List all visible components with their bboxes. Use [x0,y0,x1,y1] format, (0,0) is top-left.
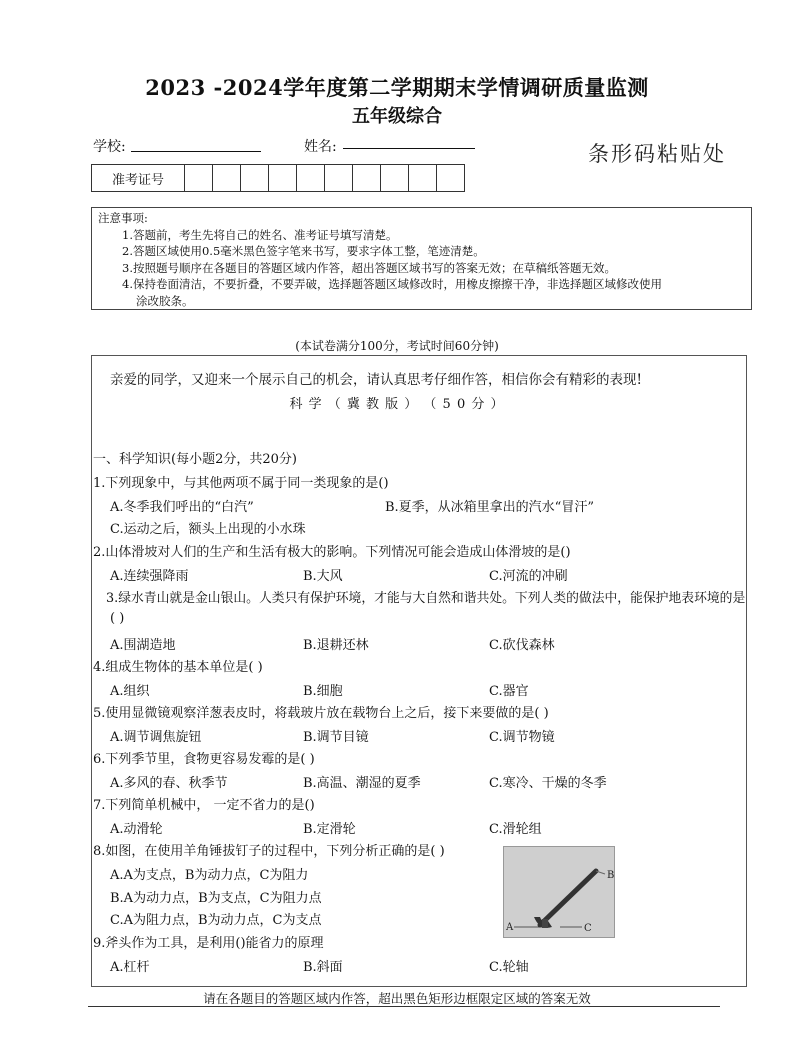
option-c[interactable]: C.器官 [489,684,529,699]
option-c[interactable]: C.寒冷、干燥的冬季 [489,776,607,791]
footer-rule [88,1006,720,1007]
school-field[interactable] [131,150,261,152]
option-b[interactable]: B.退耕还林 [303,638,369,653]
question-stem: 9.斧头作为工具，是利用()能省力的原理 [93,936,324,951]
question-stem: 1.下列现象中，与其他两项不属于同一类现象的是() [93,476,389,491]
option-a[interactable]: A.围湖造地 [110,638,176,653]
option-a[interactable]: A.冬季我们呼出的“白汽” [110,500,254,515]
exam-id-cell[interactable] [269,165,297,192]
option-a[interactable]: A.连续强降雨 [110,569,189,584]
notice-item: 2.答题区域使用0.5毫米黑色签字笔来书写，要求字体工整，笔迹清楚。 [122,244,485,258]
footer-note: 请在各题目的答题区域内作答，超出黑色矩形边框限定区域的答案无效 [203,991,591,1006]
exam-id-cell[interactable] [381,165,409,192]
figure-label-a: A [506,922,514,933]
option-b[interactable]: B.A为动力点，B为支点，C为阻力点 [110,891,322,906]
option-a[interactable]: A.调节调焦旋钮 [110,730,202,745]
exam-id-table [91,164,465,192]
name-field[interactable] [343,147,475,149]
question-stem: 8.如图，在使用羊角锤拔钉子的过程中，下列分析正确的是( ) [93,844,445,859]
question-stem: 7.下列简单机械中， 一定不省力的是() [93,798,315,813]
option-c[interactable]: C.砍伐森林 [489,638,555,653]
option-b[interactable]: B.细胞 [303,684,343,699]
subject-heading: 科 学 （ 冀 教 版 ） （ 5 0 分 ） [289,397,505,412]
option-c[interactable]: C.轮轴 [489,960,529,975]
option-c[interactable]: C.运动之后，额头上出现的小水珠 [110,522,306,537]
exam-subtitle: 五年级综合 [352,106,442,127]
notice-item: 涂改胶条。 [136,293,194,308]
option-c[interactable]: C.调节物镜 [489,730,555,745]
exam-id-cell[interactable] [297,165,325,192]
exam-id-cell[interactable] [185,165,213,192]
notice-title: 注意事项: [98,211,148,225]
exam-id-label: 准考证号 [92,165,185,192]
question-stem: 3.绿水青山就是金山银山。人类只有保护环境，才能与大自然和谐共处。下列人类的做法中，能保护地表环境的是 [106,591,746,606]
notice-item: 4.保持卷面清洁，不要折叠，不要弄破，选择题答题区域修改时，用橡皮擦擦干净，非选择题区域修改使用 [122,277,662,291]
exam-id-cell[interactable] [353,165,381,192]
question-stem: 2.山体滑坡对人们的生产和生活有极大的影响。下列情况可能会造成山体滑坡的是() [93,545,571,560]
exam-id-cell[interactable] [437,165,465,192]
option-b[interactable]: B.高温、潮湿的夏季 [303,776,421,791]
option-c[interactable]: C.河流的冲刷 [489,569,568,584]
name-label: 姓名: [304,139,337,155]
option-b[interactable]: B.大风 [303,569,343,584]
barcode-area: 条形码粘贴处 [588,142,726,166]
exam-id-cell[interactable] [241,165,269,192]
exam-id-cell[interactable] [213,165,241,192]
question-stem: 4.组成生物体的基本单位是( ) [93,660,263,675]
notice-item: 3.按照题号顺序在各题目的答题区域内作答，超出答题区域书写的答案无效；在草稿纸答题无效。 [122,260,616,275]
option-a[interactable]: A.组织 [110,684,150,699]
option-b[interactable]: B.定滑轮 [303,822,356,837]
question-blank: ( ) [110,611,125,626]
notice-item: 1.答题前，考生先将自己的姓名、准考证号填写清楚。 [122,227,398,242]
hammer-icon [504,847,615,938]
hammer-figure [503,846,615,938]
option-a[interactable]: A.动滑轮 [110,822,163,837]
option-c[interactable]: C.滑轮组 [489,822,542,837]
option-a[interactable]: A.多风的春、秋季节 [110,776,228,791]
exam-id-cell[interactable] [325,165,353,192]
exam-id-cell[interactable] [409,165,437,192]
notice-box [91,207,752,310]
figure-label-c: C [584,923,592,934]
greeting: 亲爱的同学，又迎来一个展示自己的机会，请认真思考仔细作答，相信你会有精彩的表现! [110,372,642,388]
option-b[interactable]: B.斜面 [303,960,343,975]
exam-title: 2023 -2024学年度第二学期期末学情调研质量监测 [145,75,649,100]
option-b[interactable]: B.调节目镜 [303,730,369,745]
figure-label-b: B [607,870,615,881]
option-c[interactable]: C.A为阻力点，B为动力点，C为支点 [110,913,322,928]
score-note: (本试卷满分100分，考试时间60分钟) [295,339,499,353]
school-label: 学校: [93,139,126,155]
option-a[interactable]: A.杠杆 [110,960,150,975]
option-a[interactable]: A.A为支点，B为动力点，C为阻力 [110,868,309,883]
option-b[interactable]: B.夏季，从冰箱里拿出的汽水“冒汗” [385,500,594,515]
question-stem: 6.下列季节里，食物更容易发霉的是( ) [93,752,315,767]
section-heading: 一、科学知识(每小题2分，共20分) [93,452,297,467]
question-stem: 5.使用显微镜观察洋葱表皮时，将载玻片放在载物台上之后，接下来要做的是( ) [93,706,549,721]
